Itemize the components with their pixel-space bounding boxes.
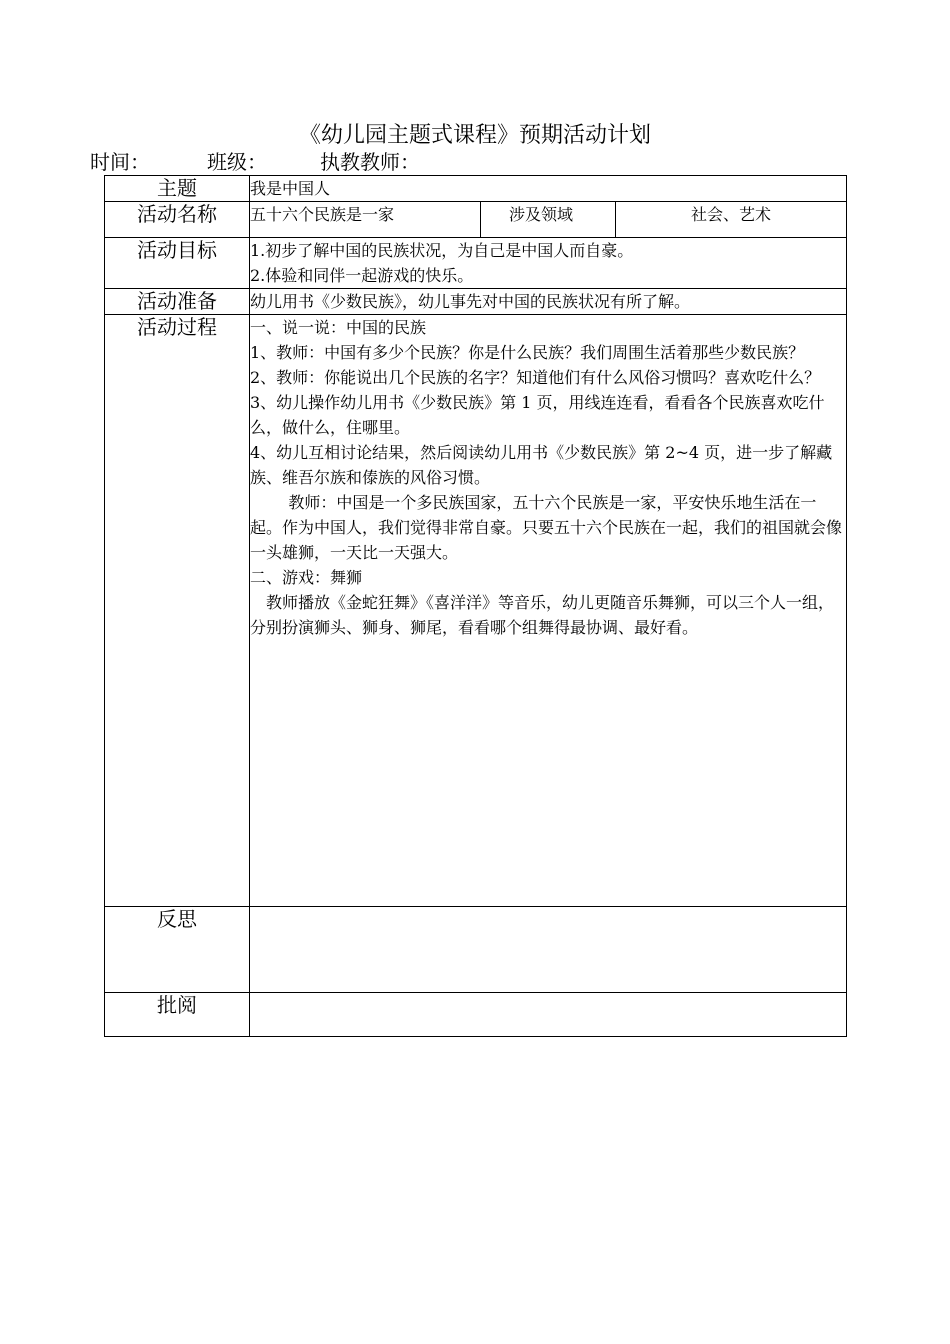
- process-step: 1、教师：中国有多少个民族？你是什么民族？我们周围生活着那些少数民族？: [250, 343, 805, 362]
- table-row-preparation: [105, 289, 847, 315]
- reflection-field: [250, 907, 847, 993]
- process-step: 2、教师：你能说出几个民族的名字？知道他们有什么风俗习惯吗？喜欢吃什么？: [250, 368, 821, 387]
- process-label: 活动过程: [105, 315, 250, 907]
- teacher-label: 执教教师：: [320, 150, 420, 174]
- document-title: 《幼儿园主题式课程》预期活动计划: [298, 123, 651, 148]
- process-step: 教师播放《金蛇狂舞》《喜洋洋》等音乐，幼儿更随音乐舞狮，可以三个人一组，分别扮演狮头、狮身、狮尾，看看哪个组舞得最协调、最好看。: [250, 593, 835, 637]
- class-label: 班级：: [207, 150, 267, 174]
- table-row-theme: [105, 176, 847, 202]
- activity-name-value: 五十六个民族是一家: [250, 202, 481, 238]
- process-step: 3、幼儿操作幼儿用书《少数民族》第 1 页，用线连连看，看看各个民族喜欢吃什么，做什么，住哪里。: [250, 393, 825, 437]
- table-row-reflection: [105, 907, 847, 993]
- table-row-goals: [105, 238, 847, 289]
- goals-content: [250, 238, 847, 289]
- review-field: [250, 993, 847, 1037]
- process-content: [250, 315, 847, 907]
- process-teacher-summary: 教师：中国是一个多民族国家，五十六个民族是一家，平安快乐地生活在一起。作为中国人，我们觉得非常自豪。只要五十六个民族在一起，我们的祖国就会像一头雄狮，一天比一天强大。: [250, 493, 843, 562]
- theme-value: 我是中国人: [250, 176, 847, 202]
- preparation-label: 活动准备: [105, 289, 250, 315]
- table-row-review: [105, 993, 847, 1037]
- time-label: 时间：: [90, 150, 150, 174]
- process-step: 4、幼儿互相讨论结果，然后阅读幼儿用书《少数民族》第 2~4 页，进一步了解藏族、维吾尔族和傣族的风俗习惯。: [250, 443, 833, 487]
- table-row-process: [105, 315, 847, 907]
- goals-label: 活动目标: [105, 238, 250, 289]
- domain-label: 涉及领域: [481, 202, 616, 238]
- process-heading: 一、说一说：中国的民族: [250, 318, 427, 337]
- reflection-label: 反思: [105, 907, 250, 993]
- goal-line: 2.体验和同伴一起游戏的快乐。: [250, 266, 474, 285]
- activity-name-label: 活动名称: [105, 202, 250, 238]
- goal-line: 1.初步了解中国的民族状况，为自己是中国人而自豪。: [250, 241, 634, 260]
- review-label: 批阅: [105, 993, 250, 1037]
- theme-label: 主题: [105, 176, 250, 202]
- table-row-activity-name: [105, 202, 847, 238]
- process-heading: 二、游戏：舞狮: [250, 568, 363, 587]
- domain-value: 社会、艺术: [616, 202, 847, 238]
- document-meta: [90, 149, 420, 175]
- activity-plan-table: [104, 175, 847, 1037]
- preparation-value: 幼儿用书《少数民族》，幼儿事先对中国的民族状况有所了解。: [250, 289, 847, 315]
